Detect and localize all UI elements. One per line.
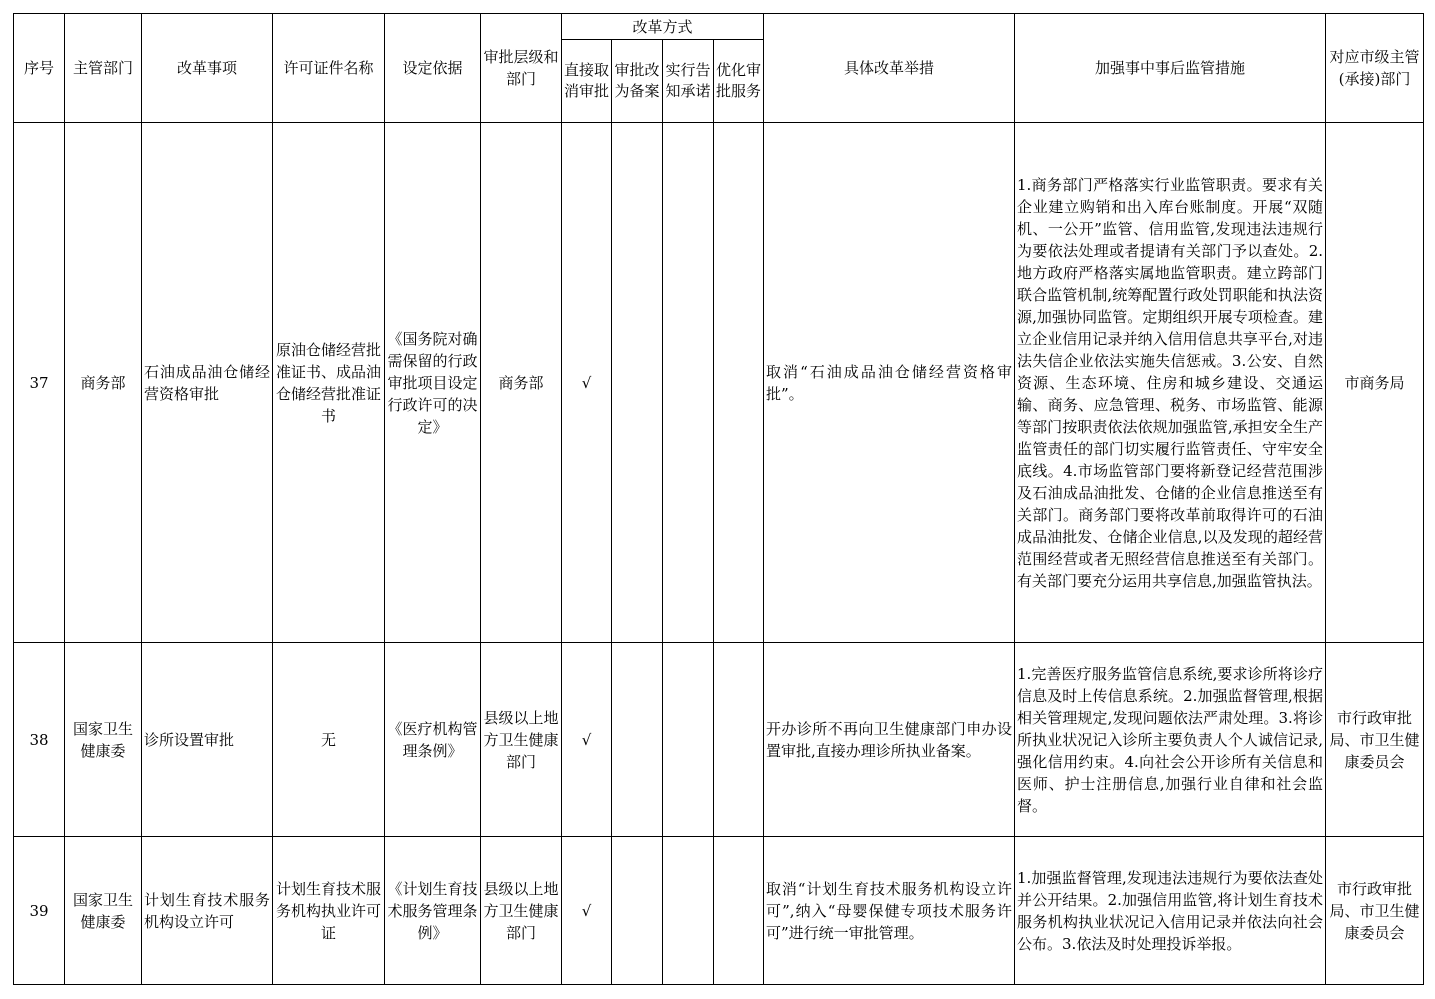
cell-method-commitment (663, 123, 714, 643)
cell-license: 原油仓储经营批准证书、成品油仓储经营批准证书 (273, 123, 385, 643)
cell-item: 计划生育技术服务机构设立许可 (142, 837, 273, 985)
header-method-filing: 审批改为备案 (612, 40, 663, 123)
cell-method-filing (612, 643, 663, 837)
cell-seq: 37 (14, 123, 65, 643)
cell-level: 县级以上地方卫生健康部门 (481, 643, 562, 837)
cell-city-dept: 市行政审批局、市卫生健康委员会 (1326, 643, 1424, 837)
cell-method-cancel: √ (562, 643, 612, 837)
cell-license: 计划生育技术服务机构执业许可证 (273, 837, 385, 985)
cell-method-cancel: √ (562, 123, 612, 643)
header-measures: 具体改革举措 (764, 14, 1015, 123)
cell-measures: 取消“计划生育技术服务机构设立许可”,纳入“母婴保健专项技术服务许可”进行统一审批管理。 (764, 837, 1015, 985)
header-method-group: 改革方式 (562, 14, 764, 40)
cell-dept: 国家卫生健康委 (65, 837, 142, 985)
cell-measures: 取消“石油成品油仓储经营资格审批”。 (764, 123, 1015, 643)
cell-dept: 商务部 (65, 123, 142, 643)
table-row (14, 837, 1424, 985)
cell-item: 诊所设置审批 (142, 643, 273, 837)
cell-basis: 《计划生育技术服务管理条例》 (385, 837, 481, 985)
header-method-optimize: 优化审批服务 (714, 40, 764, 123)
header-city-dept: 对应市级主管(承接)部门 (1326, 14, 1424, 123)
cell-method-commitment (663, 837, 714, 985)
cell-supervision: 1.加强监督管理,发现违法违规行为要依法查处并公开结果。2.加强信用监管,将计划生育技术服务机构执业状况记入信用记录并依法向社会公布。3.依法及时处理投诉举报。 (1015, 837, 1326, 985)
header-item: 改革事项 (142, 14, 273, 123)
cell-supervision: 1.完善医疗服务监管信息系统,要求诊所将诊疗信息及时上传信息系统。2.加强监督管理,根据相关管理规定,发现问题依法严肃处理。3.将诊所执业状况记入诊所主要负责人个人诚信记录,强化信用约束。4.向社会公开诊所有关信息和医师、护士注册信息,加强行业自律和社会监督。 (1015, 643, 1326, 837)
cell-method-commitment (663, 643, 714, 837)
header-row-1 (14, 14, 1424, 40)
cell-basis: 《医疗机构管理条例》 (385, 643, 481, 837)
cell-method-optimize (714, 643, 764, 837)
cell-method-optimize (714, 837, 764, 985)
cell-city-dept: 市行政审批局、市卫生健康委员会 (1326, 837, 1424, 985)
cell-city-dept: 市商务局 (1326, 123, 1424, 643)
header-dept: 主管部门 (65, 14, 142, 123)
cell-supervision: 1.商务部门严格落实行业监管职责。要求有关企业建立购销和出入库台账制度。开展“双随机、一公开”监管、信用监管,发现违法违规行为要依法处理或者提请有关部门予以查处。2.地方政府严格落实属地监管职责。建立跨部门联合监管机制,统筹配置行政处罚职能和执法资源,加强协同监管。定期组织开展专项检查。建立企业信用记录并纳入信用信息共享平台,对违法失信企业依法实施失信惩戒。3.公安、自然资源、生态环境、住房和城乡建设、交通运输、商务、应急管理、税务、市场监管、能源等部门按职责依法依规加强监管,承担安全生产监管责任的部门切实履行监管责任、守牢安全底线。4.市场监管部门要将新登记经营范围涉及石油成品油批发、仓储的企业信息推送至有关部门。商务部门要将改革前取得许可的石油成品油批发、仓储企业信息,以及发现的超经营范围经营或者无照经营信息推送至有关部门。有关部门要充分运用共享信息,加强监管执法。 (1015, 123, 1326, 643)
header-level: 审批层级和部门 (481, 14, 562, 123)
cell-seq: 39 (14, 837, 65, 985)
header-supervision: 加强事中事后监管措施 (1015, 14, 1326, 123)
header-method-commitment: 实行告知承诺 (663, 40, 714, 123)
cell-item: 石油成品油仓储经营资格审批 (142, 123, 273, 643)
cell-method-filing (612, 123, 663, 643)
table-row (14, 123, 1424, 643)
cell-method-filing (612, 837, 663, 985)
header-seq: 序号 (14, 14, 65, 123)
reform-table (13, 13, 1424, 985)
cell-method-optimize (714, 123, 764, 643)
header-license: 许可证件名称 (273, 14, 385, 123)
cell-seq: 38 (14, 643, 65, 837)
cell-measures: 开办诊所不再向卫生健康部门申办设置审批,直接办理诊所执业备案。 (764, 643, 1015, 837)
table-row (14, 643, 1424, 837)
cell-basis: 《国务院对确需保留的行政审批项目设定行政许可的决定》 (385, 123, 481, 643)
cell-level: 县级以上地方卫生健康部门 (481, 837, 562, 985)
cell-method-cancel: √ (562, 837, 612, 985)
cell-level: 商务部 (481, 123, 562, 643)
cell-dept: 国家卫生健康委 (65, 643, 142, 837)
cell-license: 无 (273, 643, 385, 837)
header-method-cancel: 直接取消审批 (562, 40, 612, 123)
header-basis: 设定依据 (385, 14, 481, 123)
